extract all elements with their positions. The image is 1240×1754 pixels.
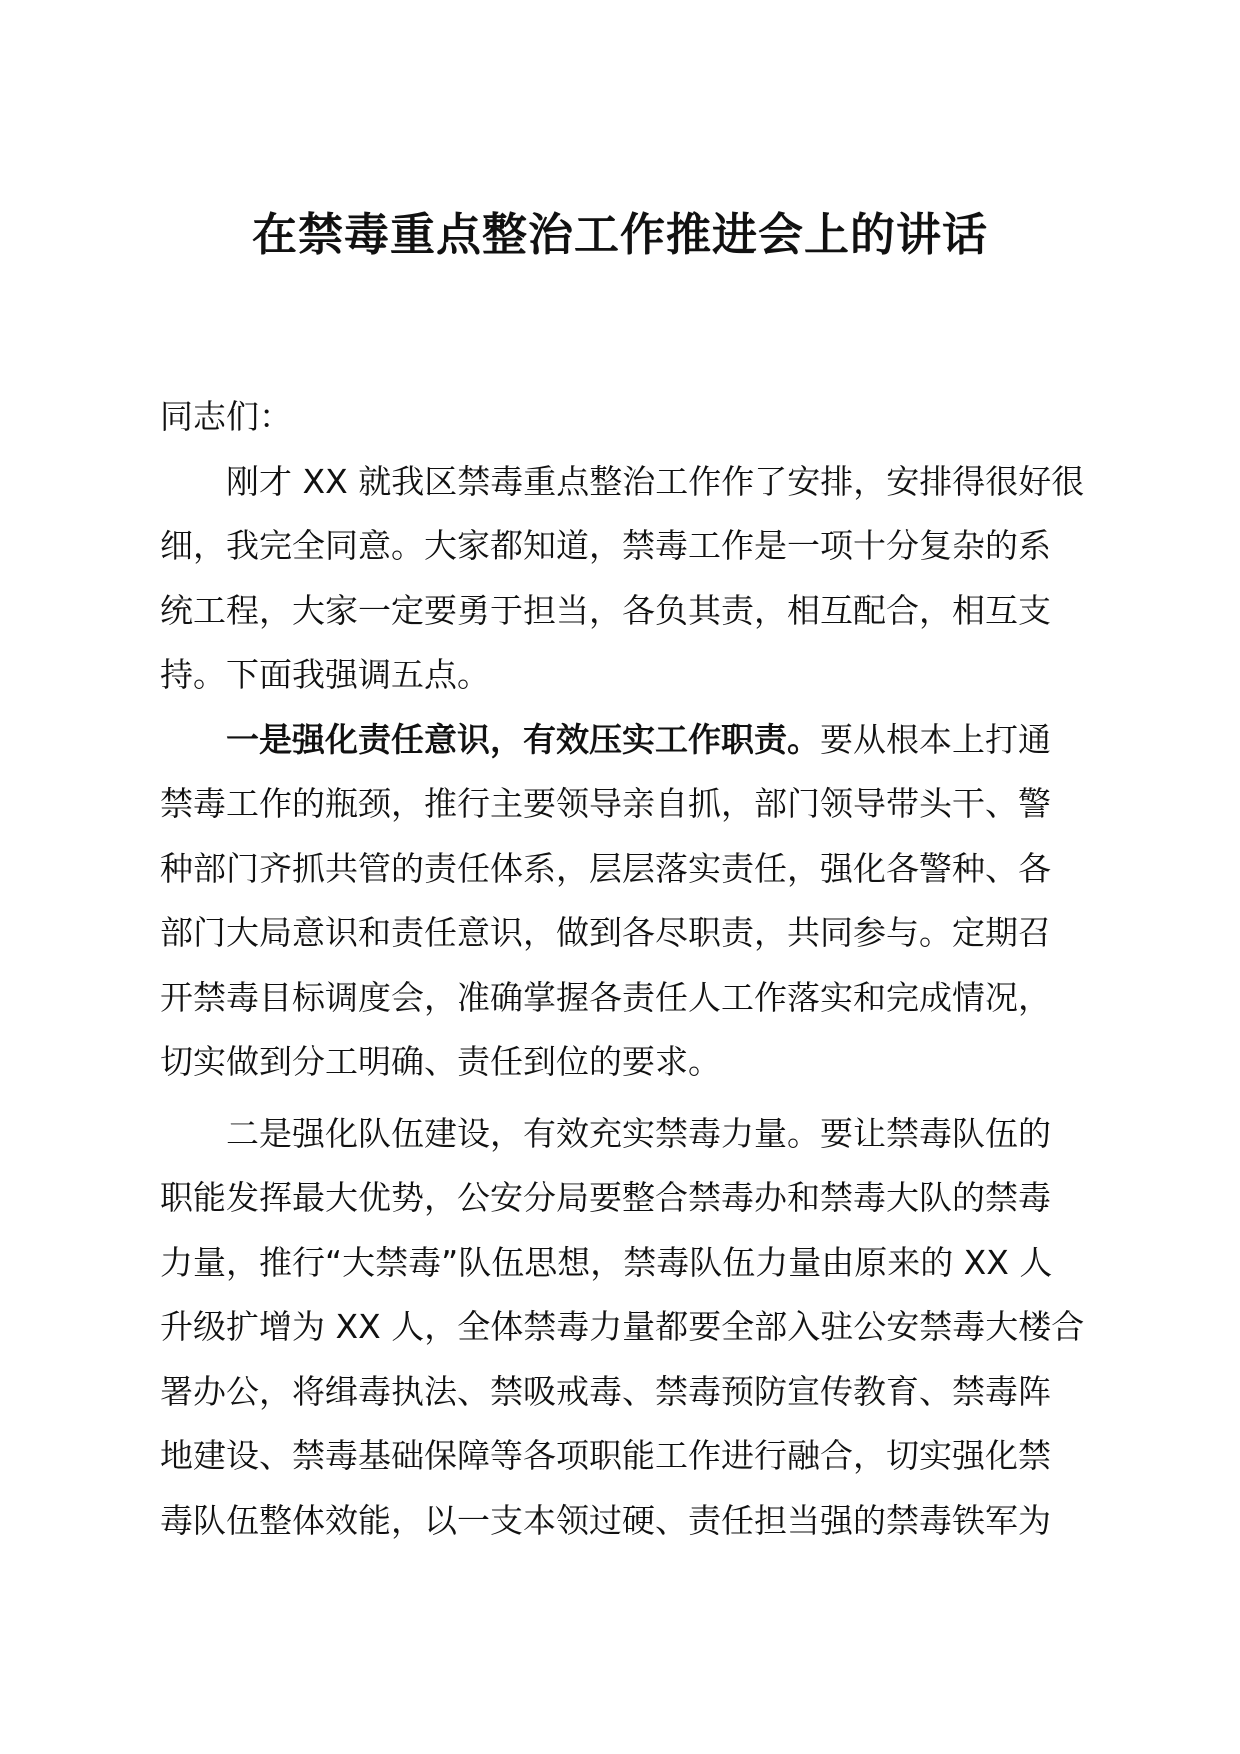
paragraph-line: 力量，推行“大禁毒”队伍思想，禁毒队伍力量由原来的 XX 人: [160, 1242, 1053, 1282]
paragraph-gap: [160, 1095, 1090, 1102]
paragraph-first-line: [160, 708, 1090, 773]
paragraph-line: 职能发挥最大优势，公安分局要整合禁毒办和禁毒大队的禁毒: [160, 1178, 1051, 1217]
paragraph-point-two: [160, 1102, 1090, 1554]
paragraph-line: 禁毒工作的瓶颈，推行主要领导亲自抓，部门领导带头干、警: [160, 784, 1051, 823]
paragraph-line: 持。下面我强调五点。: [160, 655, 490, 694]
paragraph-line: 细，我完全同意。大家都知道，禁毒工作是一项十分复杂的系: [160, 526, 1051, 565]
paragraph-line: 毒队伍整体效能，以一支本领过硬、责任担当强的禁毒铁军为: [160, 1500, 1051, 1540]
paragraph-point-one: [160, 708, 1090, 1095]
document-body: [160, 385, 1090, 1553]
paragraph-line: 升级扩增为 XX 人，全体禁毒力量都要全部入驻公安禁毒大楼合: [160, 1307, 1085, 1346]
paragraph-line: 开禁毒目标调度会，准确掌握各责任人工作落实和完成情况，: [160, 977, 1051, 1017]
paragraph-line: 地建设、禁毒基础保障等各项职能工作进行融合，切实强化禁: [160, 1436, 1051, 1475]
paragraph-text: 要让禁毒队伍的: [820, 1113, 1051, 1153]
paragraph-text: 要从根本上打通: [820, 719, 1051, 759]
paragraph-intro: [160, 450, 1090, 708]
salutation: 同志们：: [160, 397, 292, 436]
paragraph-first-line: [160, 1102, 1090, 1167]
document-title: 在禁毒重点整治工作推进会上的讲话: [251, 208, 988, 261]
section-heading: 二是强化队伍建设，有效充实禁毒力量。: [160, 1113, 820, 1153]
section-heading: 一是强化责任意识，有效压实工作职责。: [160, 719, 820, 759]
paragraph-line: 切实做到分工明确、责任到位的要求。: [160, 1042, 721, 1081]
paragraph-line: 署办公，将缉毒执法、禁吸戒毒、禁毒预防宣传教育、禁毒阵: [160, 1371, 1051, 1411]
paragraph-line: 部门大局意识和责任意识，做到各尽职责，共同参与。定期召: [160, 913, 1051, 952]
paragraph-line: 种部门齐抓共管的责任体系，层层落实责任，强化各警种、各: [160, 848, 1051, 888]
paragraph-line: 统工程，大家一定要勇于担当，各负其责，相互配合，相互支: [160, 590, 1051, 630]
paragraph-line: 刚才 XX 就我区禁毒重点整治工作作了安排，安排得很好很: [160, 461, 1085, 501]
